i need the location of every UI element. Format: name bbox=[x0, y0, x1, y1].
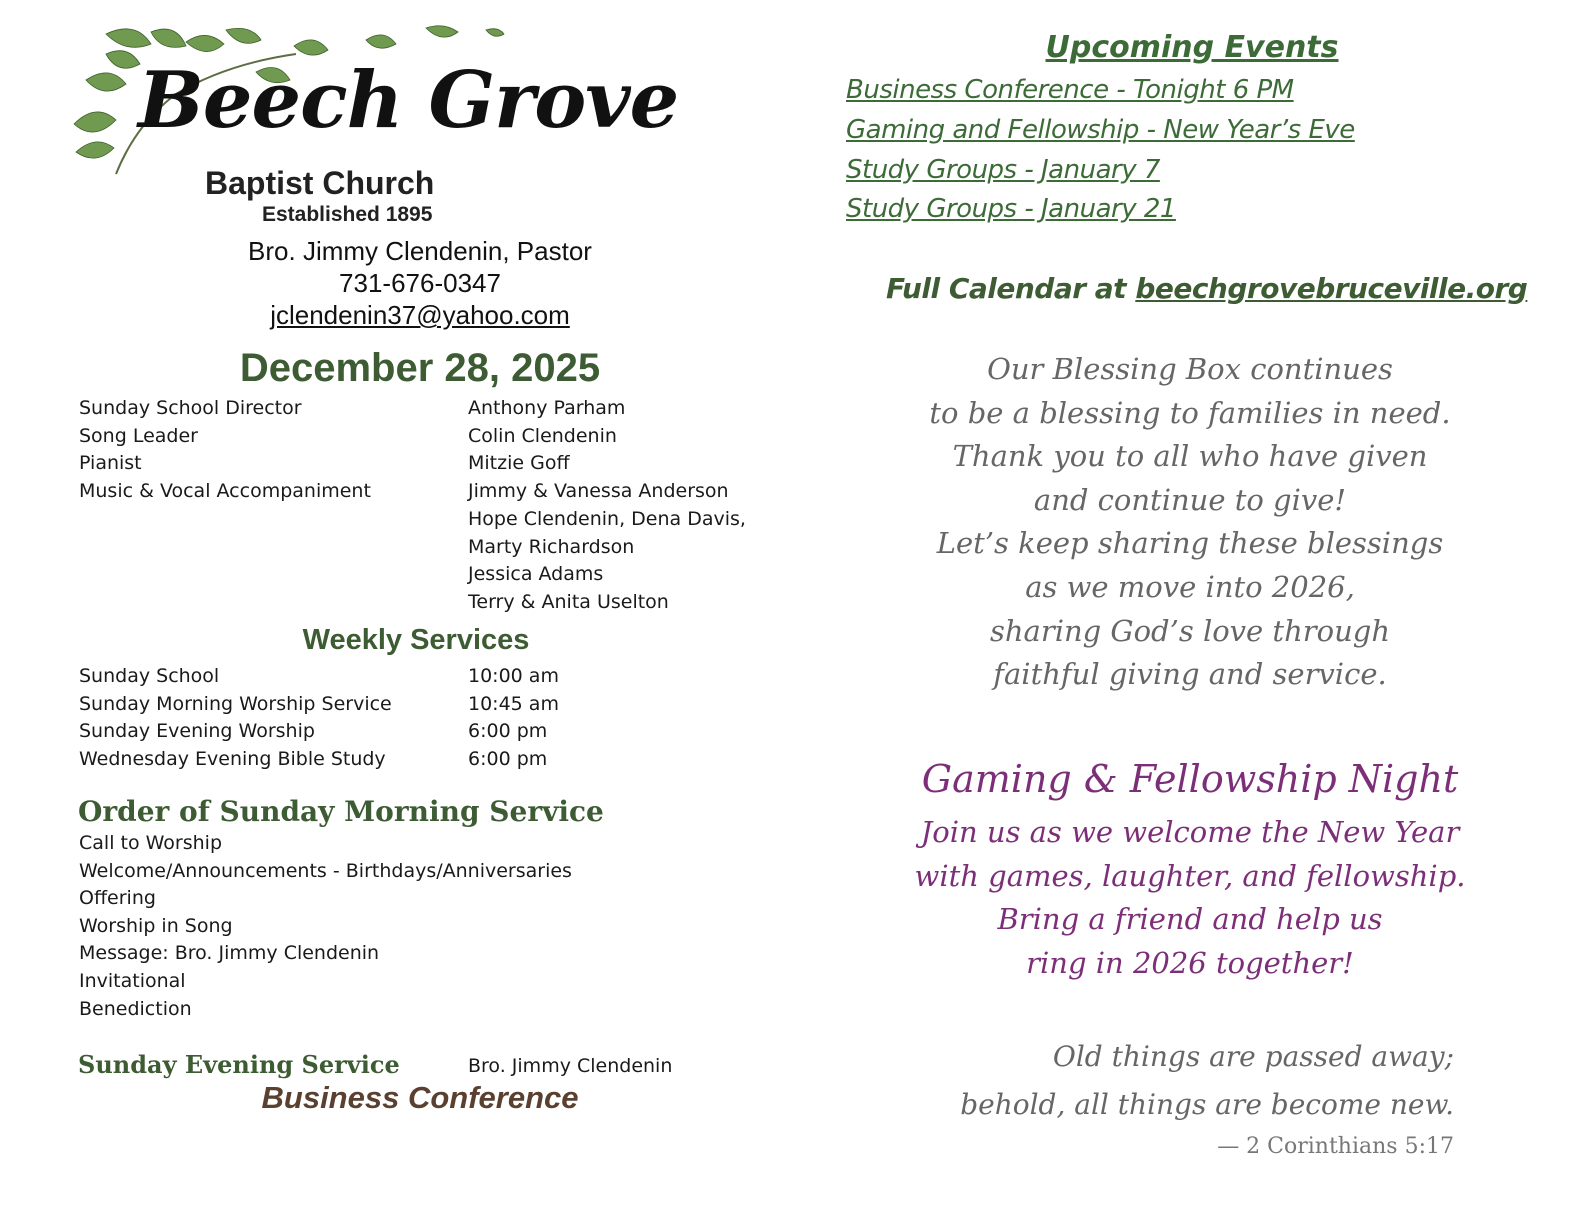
verse-line: Old things are passed away; bbox=[1052, 1040, 1454, 1073]
role-person: Mitzie Goff bbox=[468, 452, 570, 475]
role-row bbox=[79, 394, 626, 422]
blessing-line: and continue to give! bbox=[1033, 482, 1347, 517]
pastor-email-wrap bbox=[60, 300, 780, 331]
evening-service-title: Sunday Evening Service bbox=[78, 1050, 400, 1079]
role-person: Anthony Parham bbox=[468, 397, 626, 419]
order-item: Benediction bbox=[79, 997, 192, 1020]
logo-subtitle: Baptist Church bbox=[205, 165, 435, 201]
weekly-service-row bbox=[79, 662, 559, 690]
pastor-email-link[interactable]: jclendenin37@yahoo.com bbox=[270, 300, 570, 330]
role-title: Song Leader bbox=[79, 424, 198, 447]
role-person: Marty Richardson bbox=[468, 535, 635, 558]
blessing-line: Thank you to all who have given bbox=[952, 439, 1428, 474]
order-item: Invitational bbox=[79, 970, 186, 992]
order-item: Offering bbox=[79, 887, 156, 910]
blessing-line: faithful giving and service. bbox=[993, 657, 1387, 692]
order-of-service-title: Order of Sunday Morning Service bbox=[78, 795, 604, 828]
evening-event: Business Conference bbox=[261, 1080, 579, 1115]
weekly-service-row bbox=[79, 745, 548, 773]
blessing-line: Let’s keep sharing these blessings bbox=[936, 526, 1444, 561]
gaming-line: with games, laughter, and fellowship. bbox=[914, 858, 1466, 893]
gaming-line: Join us as we welcome the New Year bbox=[920, 815, 1460, 849]
upcoming-event[interactable]: Business Conference - Tonight 6 PM bbox=[846, 75, 1294, 105]
role-title: Pianist bbox=[79, 452, 142, 475]
upcoming-events-title: Upcoming Events bbox=[1045, 30, 1339, 65]
verse-line: behold, all things are become new. bbox=[960, 1088, 1454, 1121]
service-time: 10:45 am bbox=[468, 692, 559, 715]
blessing-line: to be a blessing to families in need. bbox=[929, 395, 1451, 430]
pastor-phone: 731-676-0347 bbox=[339, 268, 501, 298]
order-item: Message: Bro. Jimmy Clendenin bbox=[79, 942, 380, 965]
role-person: Colin Clendenin bbox=[468, 424, 617, 447]
service-time: 10:00 am bbox=[468, 665, 559, 687]
evening-speaker: Bro. Jimmy Clendenin bbox=[468, 1055, 673, 1077]
order-item: Welcome/Announcements - Birthdays/Anniversaries bbox=[79, 859, 572, 882]
upcoming-event[interactable]: Study Groups - January 21 bbox=[846, 194, 1176, 225]
upcoming-event[interactable]: Study Groups - January 7 bbox=[846, 154, 1160, 185]
order-item: Call to Worship bbox=[79, 832, 223, 854]
role-row bbox=[79, 477, 729, 505]
order-item: Worship in Song bbox=[79, 914, 233, 937]
established-year: Established 1895 bbox=[262, 203, 433, 226]
weekly-service-row bbox=[79, 717, 548, 745]
pastor-name: Bro. Jimmy Clendenin, Pastor bbox=[248, 236, 592, 266]
service-name: Wednesday Evening Bible Study bbox=[79, 748, 386, 771]
scripture-reference: — 2 Corinthians 5:17 bbox=[1217, 1134, 1454, 1159]
service-name: Sunday Morning Worship Service bbox=[79, 692, 392, 715]
bulletin-date: December 28, 2025 bbox=[239, 346, 601, 390]
weekly-services-title: Weekly Services bbox=[302, 624, 530, 656]
gaming-line: ring in 2026 together! bbox=[1026, 945, 1354, 980]
calendar-prefix: Full Calendar at bbox=[886, 272, 1136, 305]
blessing-line: Our Blessing Box continues bbox=[987, 352, 1393, 386]
weekly-service-row bbox=[79, 690, 559, 718]
role-row bbox=[79, 449, 570, 477]
logo-church-name: Beech Grove bbox=[138, 55, 679, 146]
upcoming-event[interactable]: Gaming and Fellowship - New Year’s Eve bbox=[846, 114, 1355, 145]
role-person: Terry & Anita Uselton bbox=[468, 590, 669, 613]
service-time: 6:00 pm bbox=[468, 748, 548, 771]
service-time: 6:00 pm bbox=[468, 720, 548, 743]
blessing-line: sharing God’s love through bbox=[989, 613, 1391, 648]
gaming-night-title: Gaming & Fellowship Night bbox=[921, 757, 1459, 801]
role-title: Music & Vocal Accompaniment bbox=[79, 480, 371, 503]
role-title: Sunday School Director bbox=[79, 397, 302, 419]
role-person: Jessica Adams bbox=[468, 563, 604, 586]
role-person: Jimmy & Vanessa Anderson bbox=[468, 480, 729, 503]
calendar-link[interactable]: beechgrovebruceville.org bbox=[1135, 272, 1528, 305]
full-calendar-line bbox=[886, 272, 1527, 305]
service-name: Sunday School bbox=[79, 665, 220, 687]
role-person: Hope Clendenin, Dena Davis, bbox=[468, 507, 746, 530]
blessing-line: as we move into 2026, bbox=[1025, 570, 1355, 604]
role-row bbox=[79, 422, 617, 450]
gaming-line: Bring a friend and help us bbox=[997, 902, 1383, 937]
service-name: Sunday Evening Worship bbox=[79, 720, 315, 743]
